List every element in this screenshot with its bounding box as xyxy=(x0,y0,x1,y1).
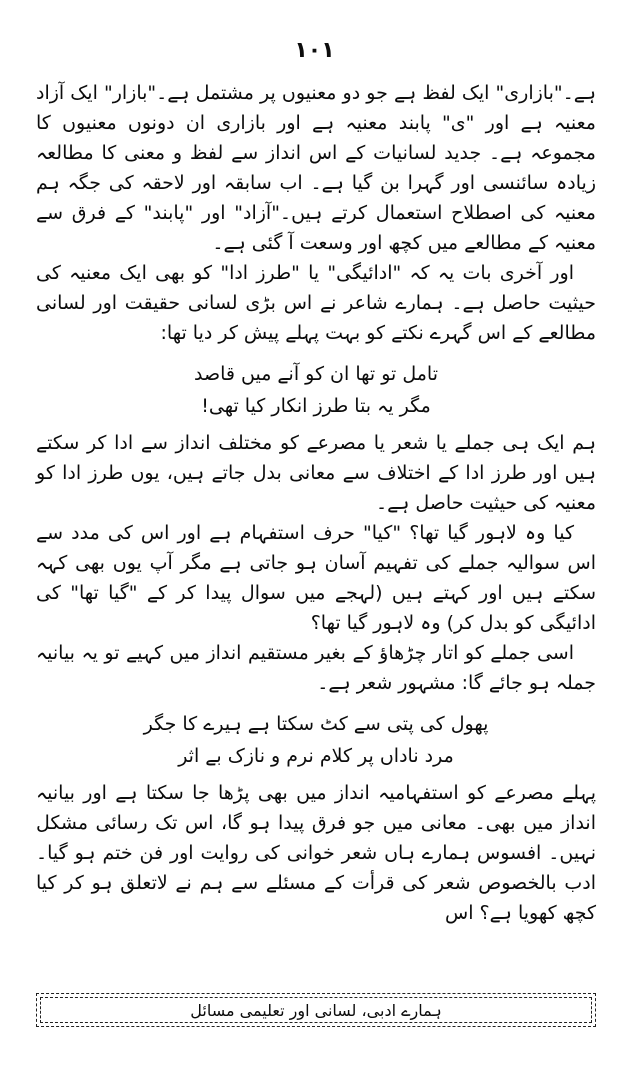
paragraph: اسی جملے کو اتار چڑھاؤ کے بغیر مستقیم انداز میں کہیے تو یہ بیانیہ جملہ ہو جائے گا: مشہور شعر ہے۔ xyxy=(36,642,596,694)
paragraph: پہلے مصرعے کو استفہامیہ انداز میں بھی پڑھا جا سکتا ہے اور بیانیہ انداز میں بھی۔ معانی میں جو فرق پیدا ہو گا، اس تک رسائی مشکل نہیں۔ افسوس ہمارے ہاں شعر خوانی کی روایت اور فن ختم ہو گیا۔ ادب بالخصوص شعر کی قرأت کے مسئلے سے ہم نے لاتعلق ہو کر کیا کچھ کھویا ہے؟ اس xyxy=(36,782,596,924)
paragraph: کیا وہ لاہور گیا تھا؟ "کیا" حرف استفہام ہے اور اس کی مدد سے اس سوالیہ جملے کی تفہیم آسان ہو جاتی ہے مگر آپ یوں بھی کہہ سکتے ہیں اور کہتے ہیں (لہجے میں سوال پیدا کر کے "گیا تھا" کی ادائیگی کو بدل کر) وہ لاہور گیا تھا؟ xyxy=(36,522,596,634)
verse-couplet xyxy=(36,708,596,772)
book-title: ہمارے ادبی، لسانی اور تعلیمی مسائل xyxy=(190,1000,442,1020)
verse-line: تامل تو تھا ان کو آنے میں قاصد xyxy=(193,363,438,385)
verse-couplet xyxy=(36,358,596,422)
verse-line: مگر یہ بتا طرز انکار کیا تھی! xyxy=(201,395,431,417)
body-text xyxy=(36,78,596,928)
page-number: ۱۰۱ xyxy=(294,38,335,63)
verse-line: پھول کی پتی سے کٹ سکتا ہے ہیرے کا جگر xyxy=(143,713,489,735)
running-footer xyxy=(36,993,596,1027)
paragraph: ہم ایک ہی جملے یا شعر یا مصرعے کو مختلف انداز سے ادا کر سکتے ہیں اور طرز ادا کے اختلاف سے معانی بدل جاتے ہیں، یوں طرز ادا کو معنیہ کی حیثیت حاصل ہے۔ xyxy=(36,432,596,514)
verse-line: مرد ناداں پر کلام نرم و نازک بے اثر xyxy=(178,745,454,767)
paragraph: ہے۔"بازاری" ایک لفظ ہے جو دو معنیوں پر مشتمل ہے۔"بازار" ایک آزاد معنیہ ہے اور "ی" پابند معنیہ ہے اور بازاری ان دونوں معنیوں کا مجموعہ ہے۔ جدید لسانیات کے اس انداز سے لفظ و معنی کا مطالعہ زیادہ سائنسی اور گہرا بن گیا ہے۔ اب سابقہ اور لاحقہ کی جگہ ہم معنیہ کی اصطلاح استعمال کرتے ہیں۔"آزاد" اور "پابند" کے فرق سے معنیہ کے مطالعے میں کچھ اور وسعت آ گئی ہے۔ xyxy=(36,82,596,254)
paragraph: اور آخری بات یہ کہ "ادائیگی" یا "طرز ادا" کو بھی ایک معنیہ کی حیثیت حاصل ہے۔ ہمارے شاعر نے اس بڑی لسانی حقیقت اور لسانی مطالعے کے اس گہرے نکتے کو بہت پہلے پیش کر دیا تھا: xyxy=(36,262,596,344)
